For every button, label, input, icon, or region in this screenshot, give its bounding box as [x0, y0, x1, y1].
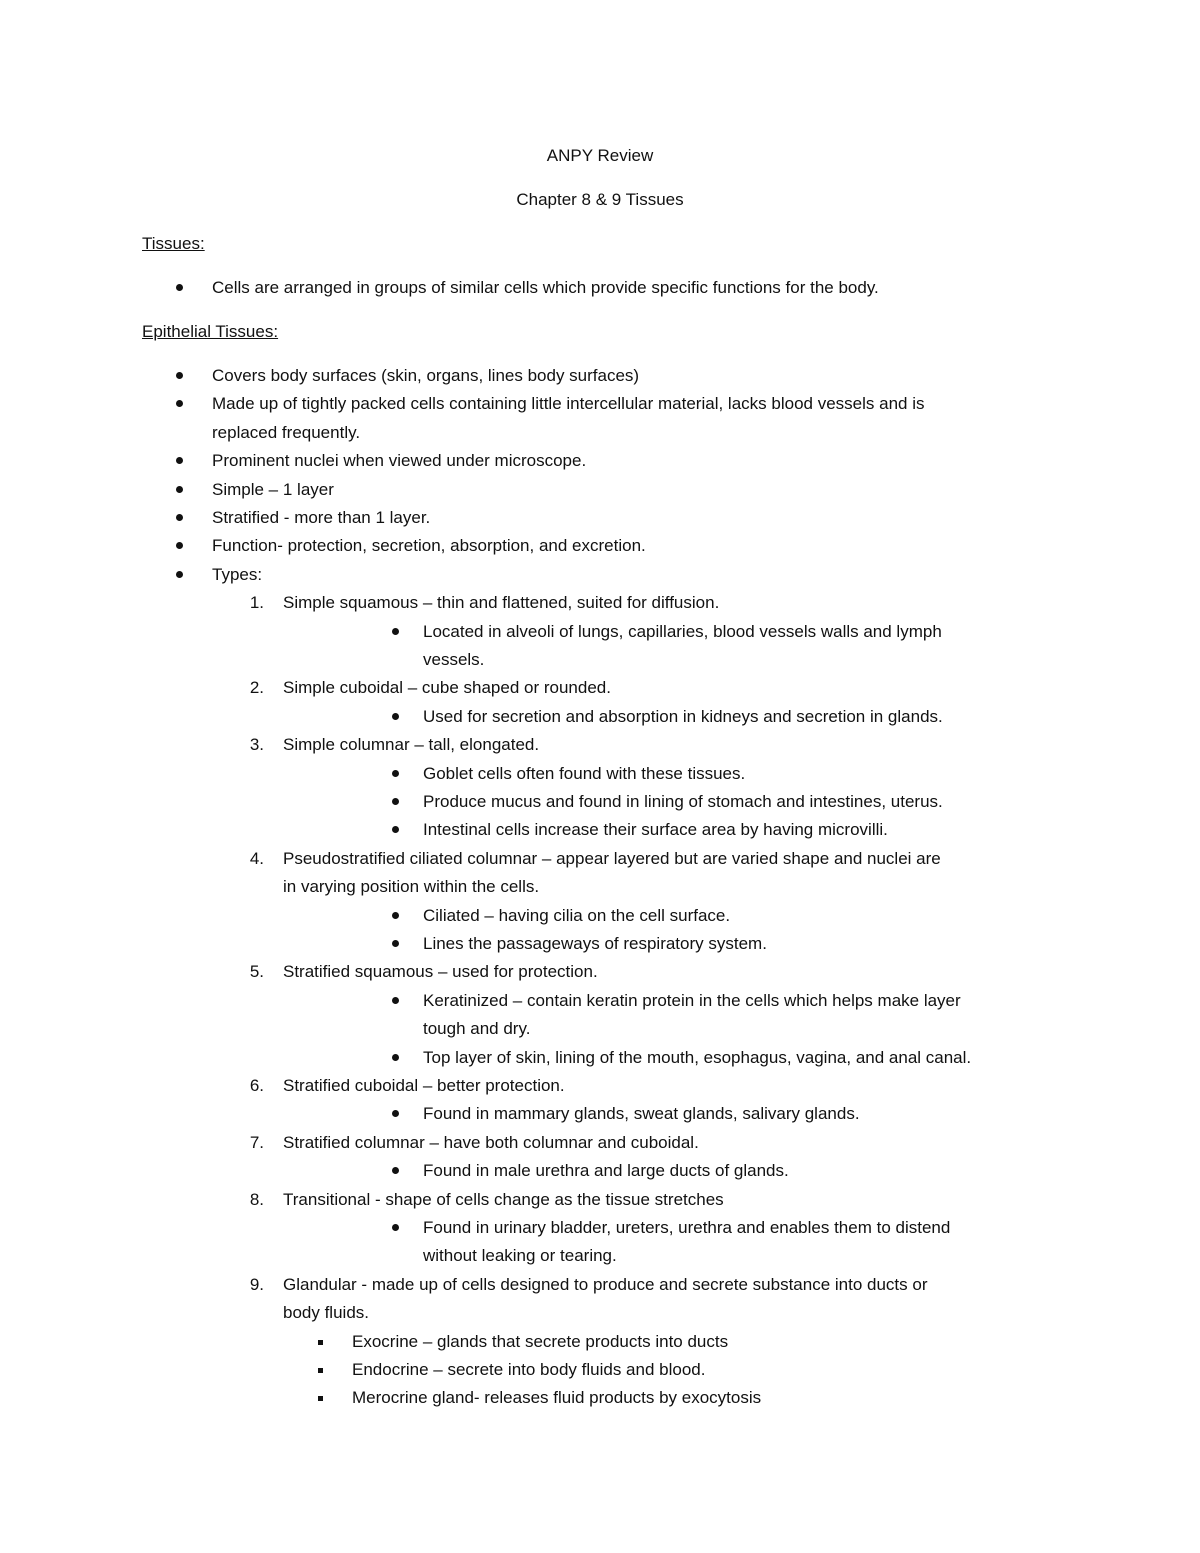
- list-number: 2.: [249, 678, 264, 698]
- list-item-text: Exocrine – glands that secrete products into ducts: [352, 1331, 729, 1351]
- section-heading-epithelial: Epithelial Tissues:: [142, 322, 279, 341]
- list-item-text: Endocrine – secrete into body fluids and blood.: [352, 1360, 706, 1379]
- list-item-text: Intestinal cells increase their surface area by having microvilli.: [423, 820, 888, 840]
- list-item-text: Pseudostratified ciliated columnar – appear layered but are varied shape and nuclei are: [283, 848, 941, 868]
- list-item-text: Types:: [212, 564, 263, 584]
- bullet-icon: [392, 826, 399, 833]
- square-bullet-icon: [318, 1396, 323, 1401]
- bullet-icon: [392, 1110, 399, 1117]
- bullet-icon: [392, 1054, 399, 1061]
- list-item-text: Glandular - made up of cells designed to produce and secrete substance into ducts or: [283, 1274, 928, 1294]
- bullet-icon: [392, 798, 399, 805]
- list-item-text: in varying position within the cells.: [283, 877, 540, 897]
- bullet-icon: [176, 514, 183, 521]
- bullet-icon: [392, 628, 399, 635]
- list-item-text: Simple columnar – tall, elongated.: [283, 735, 540, 755]
- list-item-text: tough and dry.: [423, 1019, 531, 1039]
- bullet-icon: [176, 400, 183, 407]
- bullet-icon: [392, 1167, 399, 1174]
- list-item-text: Merocrine gland- releases fluid products by exocytosis: [352, 1388, 762, 1408]
- list-item-text: Used for secretion and absorption in kidneys and secretion in glands.: [423, 706, 943, 726]
- bullet-icon: [176, 372, 183, 379]
- list-item-text: replaced frequently.: [212, 422, 361, 442]
- list-number: 1.: [249, 593, 264, 613]
- bullet-icon: [176, 284, 183, 291]
- list-item-text: Simple squamous – thin and flattened, suited for diffusion.: [283, 593, 720, 613]
- list-item-text: Found in mammary glands, sweat glands, salivary glands.: [423, 1104, 860, 1124]
- list-item-text: Prominent nuclei when viewed under microscope.: [212, 451, 587, 471]
- list-item-text: Keratinized – contain keratin protein in the cells which helps make layer: [423, 990, 961, 1010]
- bullet-icon: [176, 542, 183, 549]
- list-number: 6.: [249, 1076, 264, 1095]
- section-heading-tissues: Tissues:: [142, 234, 205, 253]
- square-bullet-icon: [318, 1368, 323, 1373]
- list-item-text: Ciliated – having cilia on the cell surface.: [423, 905, 731, 925]
- list-item-text: without leaking or tearing.: [423, 1246, 617, 1266]
- list-item-text: Produce mucus and found in lining of stomach and intestines, uterus.: [423, 792, 943, 811]
- bullet-icon: [176, 457, 183, 464]
- list-item-text: Top layer of skin, lining of the mouth, esophagus, vagina, and anal canal.: [423, 1047, 972, 1067]
- list-number: 9.: [249, 1274, 264, 1294]
- bullet-icon: [176, 486, 183, 493]
- list-item-text: vessels.: [423, 650, 485, 669]
- document-subtitle: Chapter 8 & 9 Tissues: [516, 190, 684, 209]
- list-item-text: Located in alveoli of lungs, capillaries, blood vessels walls and lymph: [423, 621, 942, 641]
- bullet-icon: [392, 713, 399, 720]
- list-item-text: Made up of tightly packed cells containing little intercellular material, lacks blood vessels and is: [212, 394, 925, 414]
- list-item-text: Stratified - more than 1 layer.: [212, 508, 431, 527]
- list-item-text: Cells are arranged in groups of similar cells which provide specific functions for the body.: [212, 278, 879, 297]
- list-item-text: Found in male urethra and large ducts of glands.: [423, 1161, 789, 1181]
- list-number: 5.: [249, 962, 264, 982]
- list-item-text: Stratified cuboidal – better protection.: [283, 1076, 565, 1095]
- list-item-text: Covers body surfaces (skin, organs, lines body surfaces): [212, 366, 640, 385]
- list-item-text: Simple cuboidal – cube shaped or rounded.: [283, 678, 611, 698]
- list-item-text: Function- protection, secretion, absorption, and excretion.: [212, 536, 646, 556]
- list-number: 8.: [249, 1189, 264, 1209]
- document-title: ANPY Review: [546, 146, 654, 165]
- bullet-icon: [392, 770, 399, 777]
- list-number: 7.: [249, 1132, 264, 1152]
- bullet-icon: [392, 912, 399, 919]
- bullet-icon: [392, 1224, 399, 1231]
- bullet-icon: [392, 940, 399, 947]
- square-bullet-icon: [318, 1340, 323, 1345]
- list-number: 3.: [249, 735, 264, 755]
- list-item-text: Found in urinary bladder, ureters, urethra and enables them to distend: [423, 1218, 951, 1237]
- list-item-text: Stratified squamous – used for protection.: [283, 962, 598, 982]
- list-item-text: Goblet cells often found with these tissues.: [423, 763, 746, 783]
- bullet-icon: [176, 571, 183, 578]
- list-item-text: Lines the passageways of respiratory system.: [423, 934, 767, 953]
- bullet-icon: [392, 997, 399, 1004]
- list-item-text: Transitional - shape of cells change as the tissue stretches: [283, 1189, 724, 1209]
- list-item-text: body fluids.: [283, 1303, 369, 1323]
- list-item-text: Stratified columnar – have both columnar and cuboidal.: [283, 1132, 699, 1152]
- list-item-text: Simple – 1 layer: [212, 479, 334, 499]
- list-number: 4.: [249, 848, 264, 868]
